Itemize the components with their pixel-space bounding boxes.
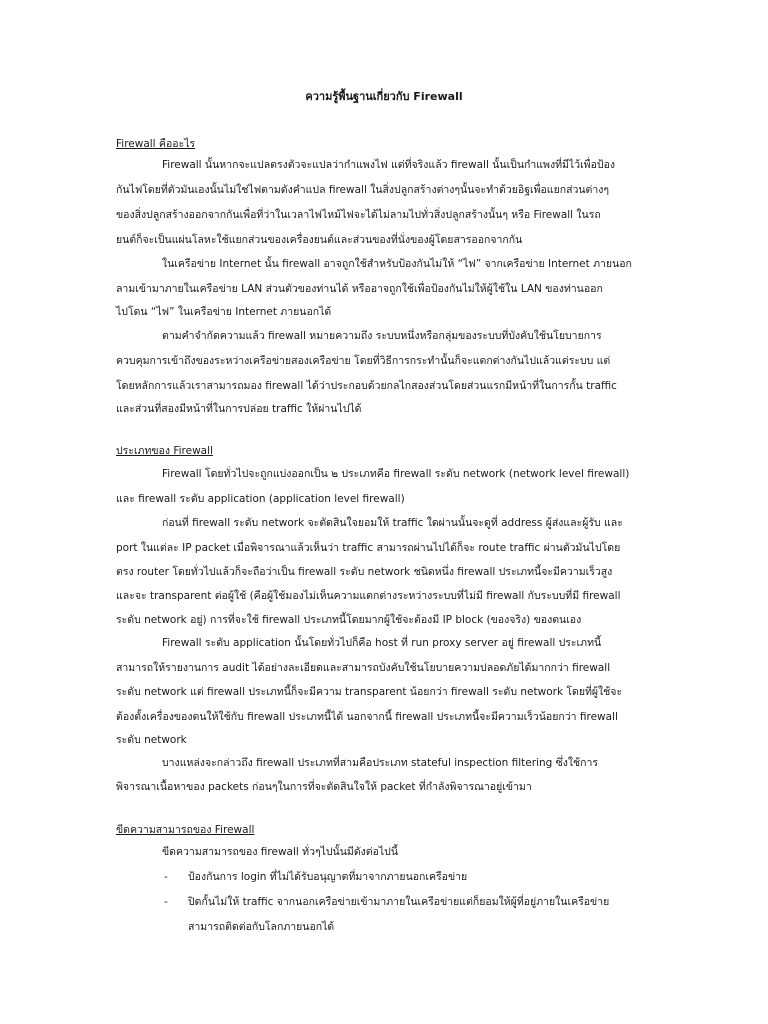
- page-title: ความรู้พื้นฐานเกี่ยวกับ Firewall: [305, 90, 463, 103]
- paragraph-line: ระดับ network แต่ firewall ประเภทนี้ก็จะมีความ transparent น้อยกว่า firewall ระดับ network โดยที่ผู้ใช้จะ: [116, 686, 623, 698]
- section-heading-what-is-firewall: Firewall คืออะไร: [116, 138, 196, 150]
- section-heading-firewall-types: ประเภทของ Firewall: [116, 445, 213, 457]
- paragraph-line: และ firewall ระดับ application (application level firewall): [116, 493, 405, 505]
- bullet-dash: -: [164, 896, 168, 908]
- paragraph-line: พิจารณาเนื้อหาของ packets ก่อนๆในการที่จะตัดสินใจให้ packet ที่กำลังพิจารณาอยู่เข้ามา: [116, 781, 532, 793]
- bullet-dash: -: [164, 871, 168, 883]
- paragraph-line: Firewall นั้นหากจะแปลตรงตัวจะแปลว่ากำแพงไฟ แต่ที่จริงแล้ว firewall นั้นเป็นกำแพงที่มีไว้เพื่อป้อง: [162, 159, 616, 171]
- paragraph-line: Firewall ระดับ application นั้นโดยทั่วไปก็คือ host ที่ run proxy server อยู่ firewall ประเภทนี้: [162, 637, 602, 649]
- paragraph-line: กันไฟโดยที่ตัวมันเองนั้นไม่ใช่ไฟตามดังคำแปล firewall ในสิ่งปลูกสร้างต่างๆนั้นจะทำด้วยอิฐเพื่อแยกส่วนต่างๆ: [116, 184, 610, 196]
- paragraph-line: และส่วนที่สองมีหน้าที่ในการปล่อย traffic ให้ผ่านไปได้: [116, 403, 362, 415]
- bullet-item: ป้องกันการ login ที่ไม่ได้รับอนุญาตที่มาจากภายนอกเครือข่าย: [188, 871, 468, 883]
- paragraph-line: บางแหล่งจะกล่าวถึง firewall ประเภทที่สามคือประเภท stateful inspection filtering ซึ่งใช้การ: [162, 757, 599, 769]
- paragraph-line: ต้องตั้งเครื่องของตนให้ใช้กับ firewall ประเภทนี้ได้ นอกจากนี้ firewall ประเภทนี้จะมีความเร็วน้อยกว่า firewall: [116, 711, 618, 723]
- paragraph-line: ก่อนที่ firewall ระดับ network จะตัดสินใจยอมให้ traffic ใดผ่านนั้นจะดูที่ address ผู้ส่งและผู้รับ และ: [162, 517, 623, 529]
- paragraph-line: ลามเข้ามาภายในเครือข่าย LAN ส่วนตัวของท่านได้ หรืออาจถูกใช้เพื่อป้องกันไม่ให้ผู้ใช้ใน LAN ของท่านออก: [116, 283, 603, 295]
- paragraph-line: ของสิ่งปลูกสร้างออกจากกันเพื่อที่ว่าในเวลาไฟไหม้ไฟจะได้ไม่ลามไปทั่วสิ่งปลูกสร้างนั้นๆ หรือ Firewall ในรถ: [116, 209, 601, 221]
- paragraph-line: ควบคุมการเข้าถึงของระหว่างเครือข่ายสองเครือข่าย โดยที่วิธีการกระทำนั้นก็จะแตกต่างกันไปแล้วแต่ระบบ แต่: [116, 355, 611, 367]
- paragraph-line: ระดับ network: [116, 734, 187, 746]
- paragraph-line: ขีดความสามารถของ firewall ทั่วๆไปนั้นมีดังต่อไปนี้: [162, 846, 399, 858]
- paragraph-line: ตามคำจำกัดความแล้ว firewall หมายความถึง ระบบหนึ่งหรือกลุ่มของระบบที่บังคับใช้นโยบายการ: [162, 330, 602, 342]
- paragraph-line: และจะ transparent ต่อผู้ใช้ (คือผู้ใช้มองไม่เห็นความแตกต่างระหว่างระบบที่ไม่มี firewall กับระบบที่มี firewall: [116, 590, 621, 602]
- section-heading-firewall-capabilities: ขีดความสามารถของ Firewall: [116, 824, 255, 836]
- paragraph-line: port ในแต่ละ IP packet เมื่อพิจารณาแล้วเห็นว่า traffic สามารถผ่านไปได้ก็จะ route traffic ผ่านตัวมันไปโดย: [116, 542, 621, 554]
- bullet-item: ปิดกั้นไม่ให้ traffic จากนอกเครือข่ายเข้ามาภายในเครือข่ายแต่ก็ยอมให้ผู้ที่อยู่ภายในเครือข่าย: [188, 896, 610, 908]
- paragraph-line: ตรง router โดยทั่วไปแล้วก็จะถือว่าเป็น firewall ระดับ network ชนิดหนึ่ง firewall ประเภทนี้จะมีความเร็วสูง: [116, 566, 613, 578]
- paragraph-line: สามารถให้รายงานการ audit ได้อย่างละเอียดและสามารถบังคับใช้นโยบายความปลอดภัยได้มากกว่า firewall: [116, 662, 611, 674]
- bullet-item-continuation: สามารถติดต่อกับโลกภายนอกได้: [188, 921, 335, 933]
- paragraph-line: ไปโดน “ไฟ” ในเครือข่าย Internet ภายนอกได้: [116, 306, 332, 318]
- paragraph-line: โดยหลักการแล้วเราสามารถมอง firewall ได้ว่าประกอบด้วยกลไกสองส่วนโดยส่วนแรกมีหน้าที่ในการกั้น traffic: [116, 380, 617, 392]
- paragraph-line: ระดับ network อยู่) การที่จะใช้ firewall ประเภทนี้โดยมากผู้ใช้จะต้องมี IP block (ของจริง) ของตนเอง: [116, 614, 582, 626]
- paragraph-line: ยนต์ก็จะเป็นแผ่นโลหะใช้แยกส่วนของเครื่องยนต์และส่วนของที่นั่งของผู้โดยสารออกจากกัน: [116, 234, 523, 246]
- paragraph-line: ในเครือข่าย Internet นั้น firewall อาจถูกใช้สำหรับป้องกันไม่ให้ “ไฟ” จากเครือข่าย Internet ภายนอก: [162, 258, 632, 270]
- paragraph-line: Firewall โดยทั่วไปจะถูกแบ่งออกเป็น ๒ ประเภทคือ firewall ระดับ network (network level firewall): [162, 468, 630, 480]
